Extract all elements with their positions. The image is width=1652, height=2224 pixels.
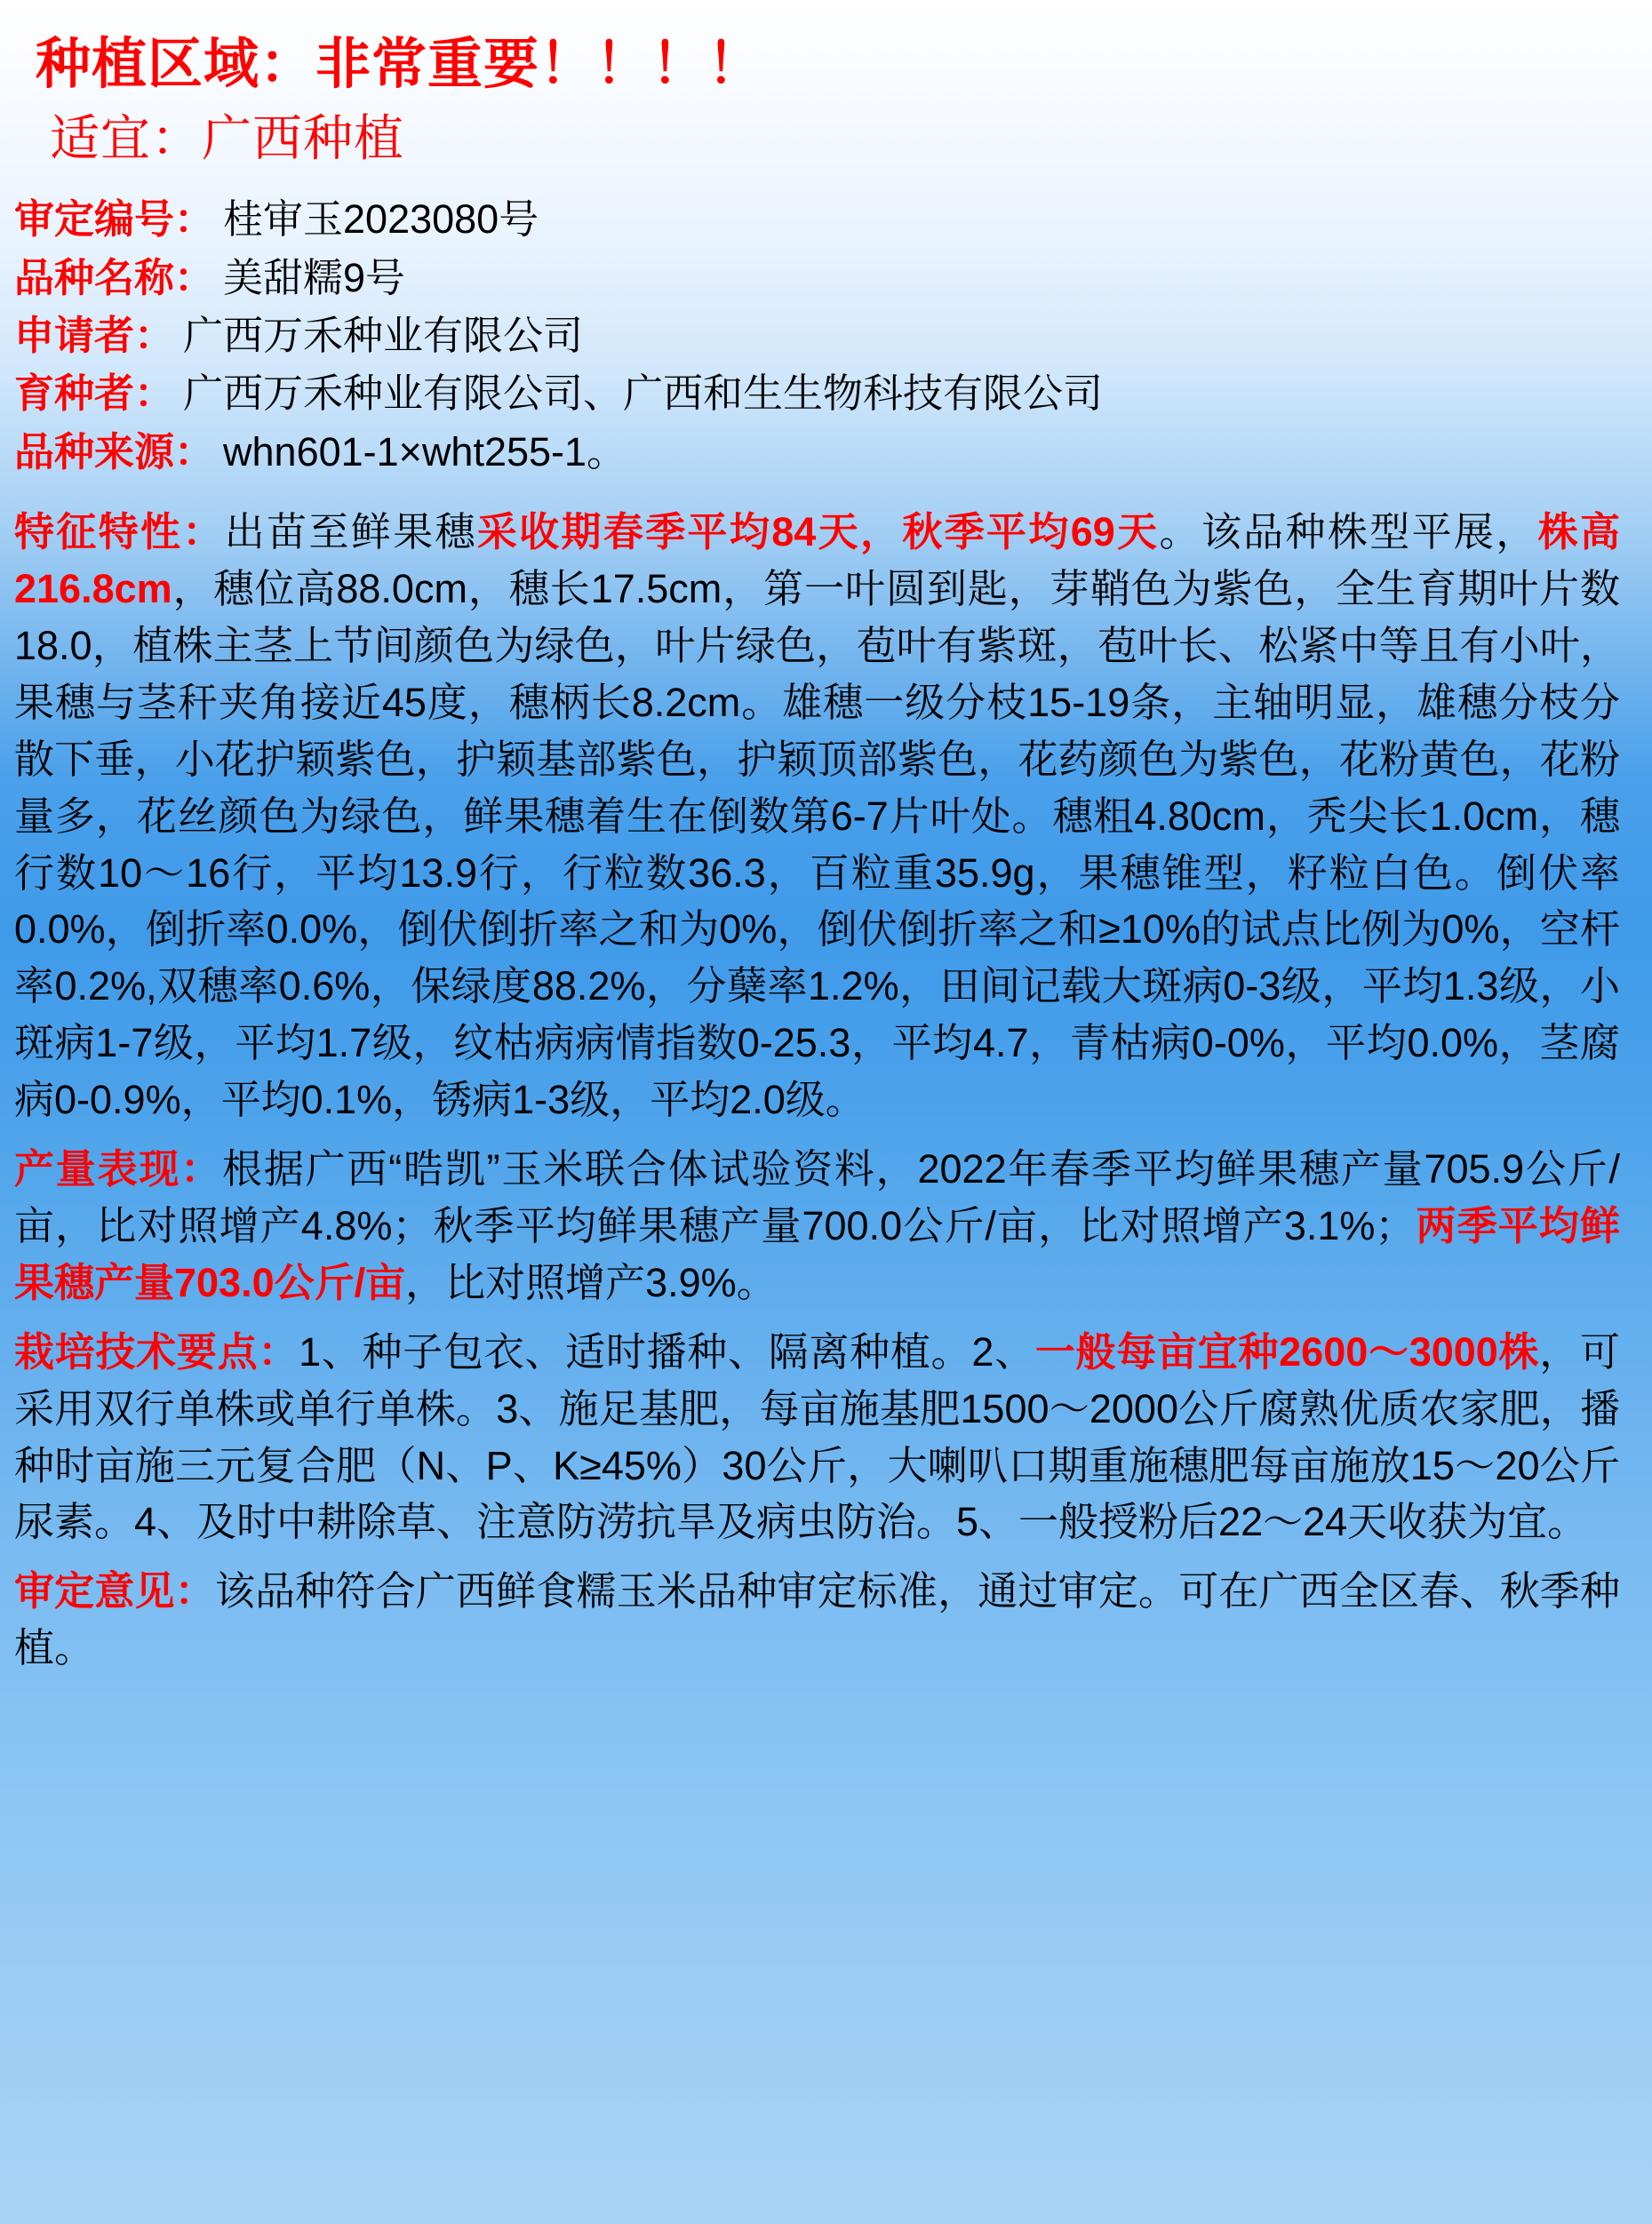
field-list xyxy=(9,190,1620,481)
section-label: 产量表现： xyxy=(14,1146,223,1192)
section-label: 特征特性： xyxy=(14,509,225,555)
field-row xyxy=(9,364,1620,422)
highlighted-text: 采收期春季平均84天，秋季平均69天 xyxy=(476,509,1160,555)
body-text: ，可采用双行单株或单行单株。3、施足基肥，每亩施基肥1500～2000公斤腐熟优质农家肥，播种时亩施三元复合肥（N、P、K≥45%）30公斤，大喇叭口期重施穗肥每亩施放15～20公斤尿素。4、及时中耕除草、注意防涝抗旱及病虫防治。5、一般授粉后22～24天收获为宜。 xyxy=(14,1328,1620,1545)
field-row xyxy=(9,307,1620,364)
field-value: whn601-1×wht255-1。 xyxy=(223,428,627,474)
section-yield xyxy=(9,1141,1620,1311)
section-body xyxy=(14,509,1620,1122)
body-text: 出苗至鲜果穗 xyxy=(224,509,477,555)
section-cultivation xyxy=(9,1324,1620,1551)
section-approval-opinion xyxy=(9,1563,1620,1677)
body-text: 该品种符合广西鲜食糯玉米品种审定标准，通过审定。可在广西全区春、秋季种植。 xyxy=(14,1568,1620,1671)
section-body xyxy=(14,1146,1620,1305)
highlighted-text: 两季平均鲜果穗产量703.0公斤/亩 xyxy=(14,1202,1620,1305)
body-text: ，穗位高88.0cm，穗长17.5cm，第一叶圆到匙，芽鞘色为紫色，全生育期叶片数18.0，植株主茎上节间颜色为绿色，叶片绿色，苞叶有紫斑，苞叶长、松紧中等且有小叶，果穗与茎秆夹角接近45度，穗柄长8.2cm。雄穗一级分枝15-19条，主轴明显，雄穗分枝分散下垂，小花护颖紫色，护颖基部紫色，护颖顶部紫色，花药颜色为紫色，花粉黄色，花粉量多，花丝颜色为绿色，鲜果穗着生在倒数第6-7片叶处。穗粗4.80cm，秃尖长1.0cm，穗行数10～16行，平均13.9行，行粒数36.3，百粒重35.9g，果穗锥型，籽粒白色。倒伏率0.0%，倒折率0.0%，倒伏倒折率之和为0%，倒伏倒折率之和≥10%的试点比例为0%，空杆率0.2%,双穗率0.6%，保绿度88.2%，分蘖率1.2%，田间记载大斑病0-3级，平均1.3级，小斑病1-7级，平均1.7级，纹枯病病情指数0-25.3，平均4.7，青枯病0-0%，平均0.0%，茎腐病0-0.9%，平均0.1%，锈病1-3级，平均2.0级。 xyxy=(14,566,1620,1123)
field-value: 广西万禾种业有限公司、广西和生生物科技有限公司 xyxy=(183,371,1104,417)
highlighted-text: 一般每亩宜种2600～3000株 xyxy=(1034,1328,1540,1375)
body-text: ，比对照增产3.9%。 xyxy=(405,1259,777,1305)
field-row xyxy=(9,190,1620,248)
field-value: 美甜糯9号 xyxy=(223,254,406,300)
field-row xyxy=(9,423,1620,481)
field-label: 品种来源： xyxy=(14,428,215,474)
field-value: 广西万禾种业有限公司 xyxy=(183,313,584,359)
field-label: 申请者： xyxy=(14,313,175,359)
section-body xyxy=(14,1568,1620,1670)
page-subtitle: 适宜：广西种植 xyxy=(50,109,404,166)
field-value: 桂审玉2023080号 xyxy=(223,196,539,243)
body-text: 。该品种株型平展， xyxy=(1159,509,1538,555)
page-title: 种植区域：非常重要！！！！ xyxy=(36,34,764,95)
field-label: 审定编号： xyxy=(14,196,215,243)
highlighted-text: 株高216.8cm xyxy=(14,509,1620,612)
field-label: 品种名称： xyxy=(14,254,215,300)
field-row xyxy=(9,249,1620,307)
section-label: 审定意见： xyxy=(14,1568,215,1614)
section-characteristics xyxy=(9,504,1620,1128)
field-label: 育种者： xyxy=(14,371,175,417)
body-text: 1、种子包衣、适时播种、隔离种植。2、 xyxy=(299,1328,1035,1375)
section-label: 栽培技术要点： xyxy=(14,1328,299,1375)
body-text: 根据广西“晧凯”玉米联合体试验资料，2022年春季平均鲜果穗产量705.9公斤/亩，比对照增产4.8%；秋季平均鲜果穗产量700.0公斤/亩，比对照增产3.1%； xyxy=(14,1146,1620,1248)
